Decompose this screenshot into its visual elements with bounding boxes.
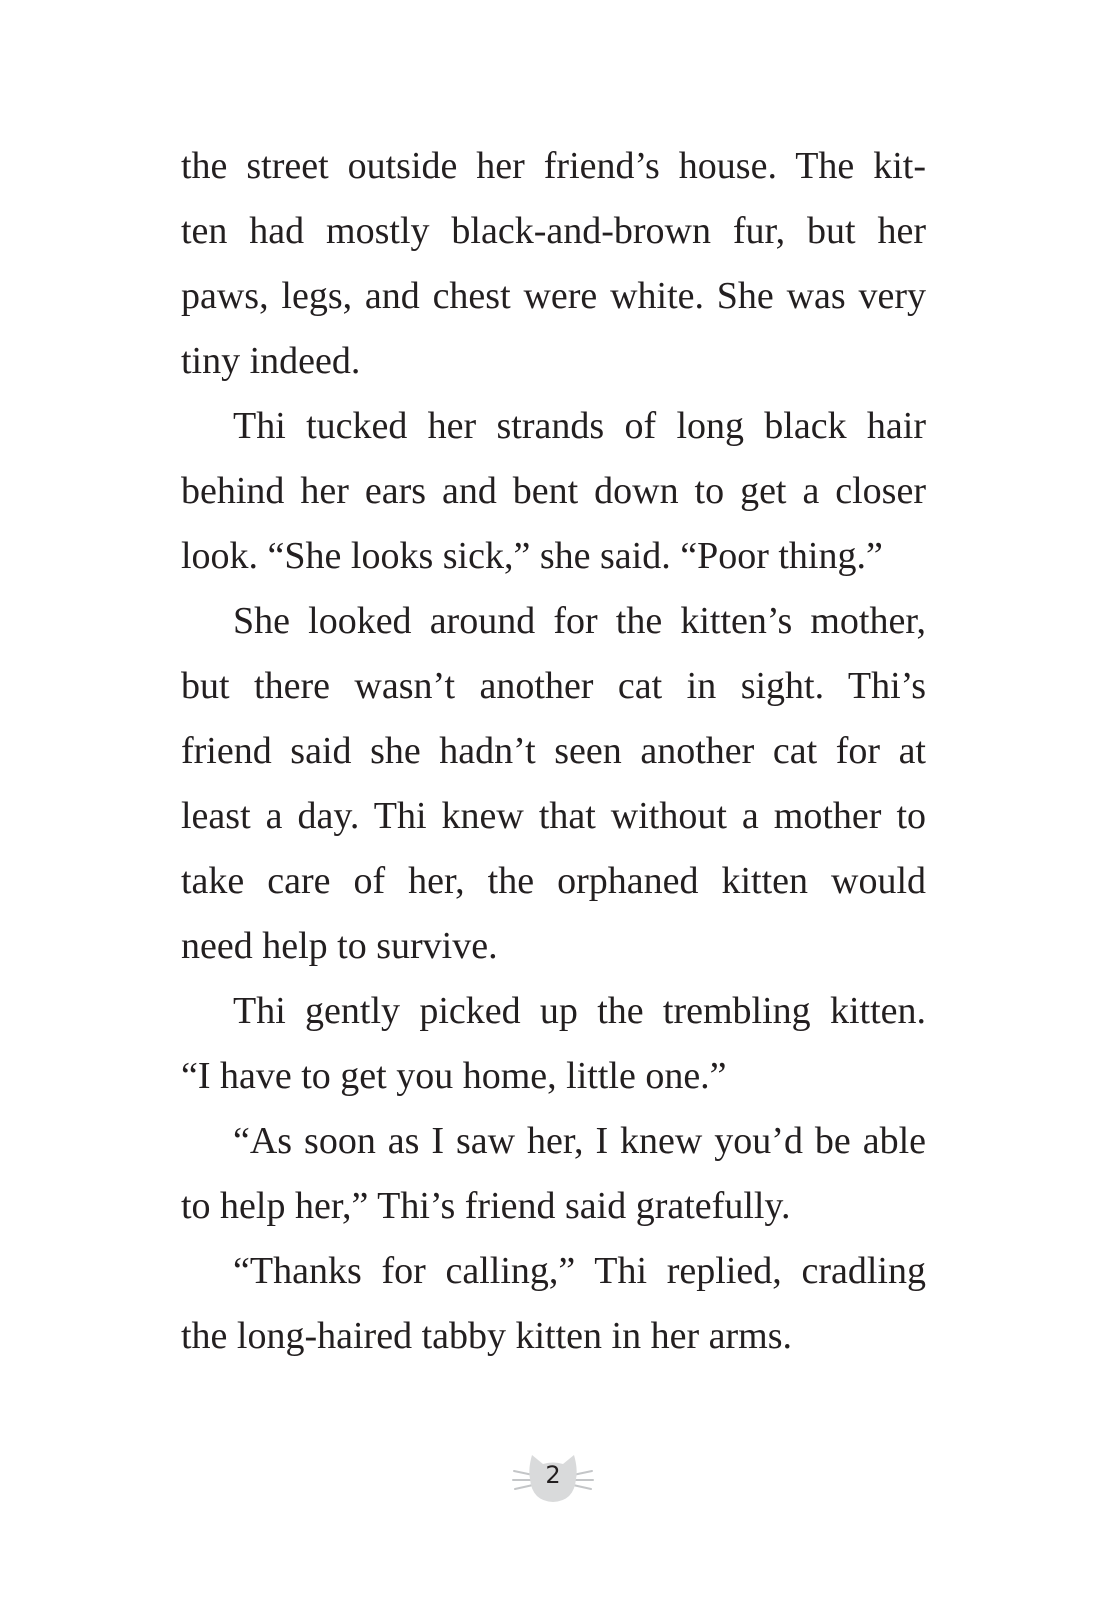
text-line: the street outside her friend’s house. The kit-	[181, 145, 926, 187]
text-line: take care of her, the orphaned kitten would	[181, 860, 926, 902]
text-line: look. “She looks sick,” she said. “Poor thing.”	[181, 535, 883, 577]
body-text	[181, 134, 926, 1369]
text-line: She looked around for the kitten’s mother,	[233, 600, 926, 642]
text-line: but there wasn’t another cat in sight. Thi’s	[181, 665, 926, 707]
text-line: paws, legs, and chest were white. She was very	[181, 275, 926, 317]
page-number: 2	[545, 1461, 561, 1489]
text-line: least a day. Thi knew that without a mother to	[181, 795, 926, 837]
text-line: “Thanks for calling,” Thi replied, cradling	[233, 1250, 926, 1292]
text-line: behind her ears and bent down to get a closer	[181, 470, 926, 512]
text-line: friend said she hadn’t seen another cat for at	[181, 730, 926, 772]
text-line: to help her,” Thi’s friend said gratefully.	[181, 1185, 791, 1227]
text-line: tiny indeed.	[181, 340, 361, 382]
text-line: the long-haired tabby kitten in her arms.	[181, 1315, 792, 1357]
text-line: “As soon as I saw her, I knew you’d be able	[233, 1120, 926, 1162]
text-line: need help to survive.	[181, 925, 498, 967]
text-line: Thi tucked her strands of long black hair	[233, 405, 926, 447]
text-line: ten had mostly black-and-brown fur, but her	[181, 210, 926, 252]
text-line: “I have to get you home, little one.”	[181, 1055, 727, 1097]
page-folio	[512, 1445, 594, 1505]
text-line: Thi gently picked up the trembling kitten.	[233, 990, 926, 1032]
